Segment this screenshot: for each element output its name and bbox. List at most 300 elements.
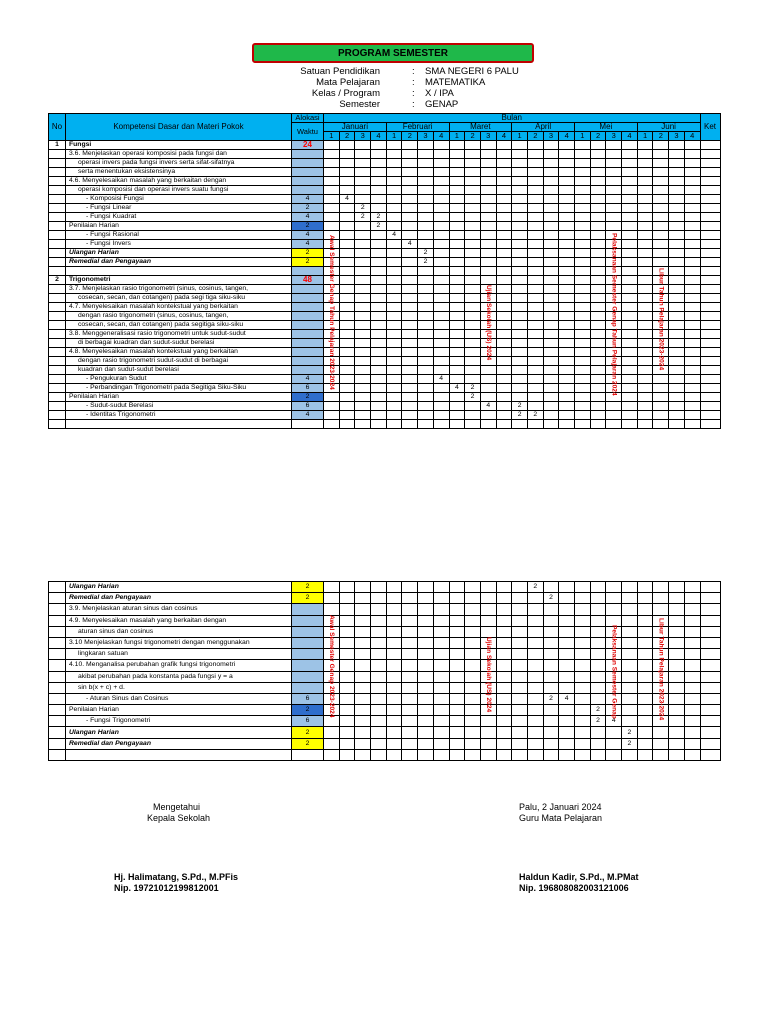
week-cell	[669, 168, 685, 177]
week-cell	[496, 231, 512, 240]
competency-text: - Aturan Sinus dan Cosinus	[66, 693, 292, 704]
week-cell	[575, 294, 591, 303]
week-cell	[355, 375, 371, 384]
week-cell	[402, 177, 418, 186]
week-cell	[559, 186, 575, 195]
ket-cell	[700, 393, 720, 402]
time-allocation	[292, 660, 324, 671]
week-cell	[653, 213, 669, 222]
week-cell	[433, 267, 449, 276]
table-row	[49, 682, 721, 693]
week-cell	[669, 738, 685, 749]
week-cell	[559, 168, 575, 177]
week-cell	[433, 626, 449, 637]
week-cell	[653, 420, 669, 429]
header-allocation-2: Waktu	[292, 123, 324, 141]
week-cell	[669, 357, 685, 366]
week-cell	[559, 348, 575, 357]
week-cell	[543, 682, 559, 693]
week-cell	[449, 267, 465, 276]
time-allocation: 2	[292, 738, 324, 749]
week-cell	[355, 716, 371, 727]
acknowledge-label: Mengetahui	[153, 802, 201, 812]
week-cell	[590, 177, 606, 186]
week-cell	[386, 159, 402, 168]
week-cell	[590, 321, 606, 330]
week-cell	[590, 671, 606, 682]
week-cell	[543, 141, 559, 150]
week-cell	[590, 727, 606, 738]
info-value: GENAP	[425, 99, 459, 110]
week-cell	[402, 303, 418, 312]
week-cell	[637, 660, 653, 671]
week-cell	[496, 393, 512, 402]
week-cell	[590, 186, 606, 195]
week-cell	[684, 682, 700, 693]
week-cell	[339, 294, 355, 303]
week-cell	[684, 671, 700, 682]
week-cell	[449, 705, 465, 716]
week-cell	[355, 348, 371, 357]
table-row	[49, 626, 721, 637]
week-cell	[371, 593, 387, 604]
week-cell	[527, 150, 543, 159]
week-cell	[386, 294, 402, 303]
week-cell	[669, 321, 685, 330]
week-cell	[465, 593, 481, 604]
week-cell	[418, 177, 434, 186]
week-cell	[575, 285, 591, 294]
week-cell	[496, 321, 512, 330]
row-number	[49, 330, 66, 339]
week-cell	[684, 303, 700, 312]
week-cell	[575, 357, 591, 366]
header-row	[49, 114, 721, 123]
week-cell	[371, 749, 387, 760]
week-cell	[684, 213, 700, 222]
week-cell	[575, 168, 591, 177]
week-cell	[371, 393, 387, 402]
table-row	[49, 204, 721, 213]
ket-cell	[700, 693, 720, 704]
competency-text: cosecan, secan, dan cotangen) pada segi tiga siku-siku	[66, 294, 292, 303]
competency-text: - Pengukuran Sudut	[66, 375, 292, 384]
week-cell	[386, 222, 402, 231]
week-cell	[339, 582, 355, 593]
week-cell	[512, 204, 528, 213]
week-cell	[371, 411, 387, 420]
week-cell	[339, 240, 355, 249]
header-allocation-1: Alokasi	[292, 114, 324, 123]
week-cell	[653, 204, 669, 213]
week-cell: 4	[606, 716, 622, 727]
row-number	[49, 671, 66, 682]
week-cell	[496, 705, 512, 716]
week-cell	[622, 240, 638, 249]
week-cell	[449, 312, 465, 321]
week-cell	[684, 285, 700, 294]
week-cell	[575, 348, 591, 357]
week-cell	[543, 159, 559, 168]
week-cell: 2	[371, 213, 387, 222]
week-cell	[355, 582, 371, 593]
week-cell	[669, 195, 685, 204]
week-cell	[527, 240, 543, 249]
week-cell	[355, 411, 371, 420]
week-cell	[496, 267, 512, 276]
week-cell	[496, 177, 512, 186]
week-cell	[637, 402, 653, 411]
week-cell	[433, 705, 449, 716]
ket-cell	[700, 411, 720, 420]
week-cell	[543, 303, 559, 312]
table-row	[49, 168, 721, 177]
week-cell	[575, 222, 591, 231]
week-cell	[355, 339, 371, 348]
week-cell	[339, 249, 355, 258]
week-cell	[371, 649, 387, 660]
week-cell	[339, 393, 355, 402]
week-cell	[669, 330, 685, 339]
week-cell	[543, 384, 559, 393]
header-week: 1	[512, 132, 528, 141]
week-cell	[684, 159, 700, 168]
week-cell	[371, 321, 387, 330]
week-cell: 4	[433, 375, 449, 384]
week-cell	[480, 738, 496, 749]
table-row	[49, 258, 721, 267]
week-cell: 2	[465, 384, 481, 393]
week-cell	[590, 240, 606, 249]
table-row	[49, 330, 721, 339]
week-cell	[527, 727, 543, 738]
table-row	[49, 593, 721, 604]
week-cell	[669, 366, 685, 375]
vertical-note: Awal Semester Genap Tahun Pelajaran 2023-2024	[328, 235, 335, 390]
week-cell	[590, 393, 606, 402]
ket-cell	[700, 231, 720, 240]
week-cell	[402, 285, 418, 294]
week-cell	[590, 231, 606, 240]
week-cell	[324, 204, 340, 213]
week-cell	[590, 384, 606, 393]
time-allocation: 2	[292, 582, 324, 593]
week-cell	[386, 285, 402, 294]
week-cell	[355, 240, 371, 249]
week-cell	[480, 177, 496, 186]
row-number	[49, 649, 66, 660]
week-cell	[433, 186, 449, 195]
table-row	[49, 366, 721, 375]
week-cell	[527, 693, 543, 704]
week-cell	[559, 222, 575, 231]
week-cell	[339, 159, 355, 168]
week-cell	[669, 249, 685, 258]
ket-cell	[700, 705, 720, 716]
week-cell	[496, 402, 512, 411]
row-number	[49, 366, 66, 375]
week-cell	[465, 671, 481, 682]
ket-cell	[700, 738, 720, 749]
time-allocation: 6	[292, 402, 324, 411]
time-allocation: 6	[292, 384, 324, 393]
week-cell	[512, 749, 528, 760]
week-cell	[371, 159, 387, 168]
week-cell	[543, 615, 559, 626]
week-cell	[433, 615, 449, 626]
week-cell	[496, 186, 512, 195]
week-cell	[371, 626, 387, 637]
week-cell	[637, 141, 653, 150]
week-cell	[684, 339, 700, 348]
week-cell	[496, 649, 512, 660]
week-cell	[637, 393, 653, 402]
week-cell	[590, 195, 606, 204]
week-cell	[465, 276, 481, 285]
week-cell	[402, 411, 418, 420]
week-cell	[386, 749, 402, 760]
week-cell	[637, 375, 653, 384]
competency-text: Penilaian Harian	[66, 705, 292, 716]
week-cell	[590, 267, 606, 276]
week-cell	[465, 159, 481, 168]
week-cell	[527, 402, 543, 411]
week-cell	[590, 276, 606, 285]
row-number	[49, 637, 66, 648]
week-cell	[465, 312, 481, 321]
week-cell	[512, 330, 528, 339]
week-cell	[637, 330, 653, 339]
week-cell	[684, 738, 700, 749]
week-cell	[559, 384, 575, 393]
week-cell	[575, 339, 591, 348]
row-number	[49, 716, 66, 727]
week-cell	[512, 626, 528, 637]
week-cell	[433, 682, 449, 693]
week-cell	[622, 420, 638, 429]
ket-cell	[700, 249, 720, 258]
week-cell	[606, 150, 622, 159]
week-cell	[622, 294, 638, 303]
time-allocation: 2	[292, 258, 324, 267]
week-cell	[496, 716, 512, 727]
week-cell: 4	[339, 195, 355, 204]
week-cell	[527, 615, 543, 626]
week-cell	[402, 231, 418, 240]
week-cell	[622, 593, 638, 604]
week-cell	[386, 249, 402, 258]
competency-text: Penilaian Harian	[66, 222, 292, 231]
competency-text: - Sudut-sudut Berelasi	[66, 402, 292, 411]
week-cell	[559, 660, 575, 671]
table-row	[49, 604, 721, 615]
ket-cell	[700, 321, 720, 330]
week-cell	[512, 682, 528, 693]
week-cell	[559, 366, 575, 375]
week-cell	[575, 411, 591, 420]
week-cell	[669, 240, 685, 249]
table-row	[49, 231, 721, 240]
week-cell	[496, 693, 512, 704]
week-cell: 2	[527, 411, 543, 420]
week-cell	[418, 321, 434, 330]
week-cell	[496, 749, 512, 760]
week-cell	[606, 195, 622, 204]
week-cell	[575, 213, 591, 222]
table-row	[49, 186, 721, 195]
header-competency: Kompetensi Dasar dan Materi Pokok	[66, 114, 292, 141]
week-cell	[386, 312, 402, 321]
week-cell	[386, 195, 402, 204]
week-cell	[669, 649, 685, 660]
week-cell	[371, 339, 387, 348]
week-cell	[543, 375, 559, 384]
time-allocation: 2	[292, 204, 324, 213]
week-cell	[386, 357, 402, 366]
week-cell	[402, 593, 418, 604]
time-allocation: 2	[292, 705, 324, 716]
week-cell	[386, 582, 402, 593]
week-cell	[606, 186, 622, 195]
week-cell	[433, 593, 449, 604]
week-cell	[575, 749, 591, 760]
table-row	[49, 141, 721, 150]
week-cell: 4	[402, 240, 418, 249]
week-cell	[433, 249, 449, 258]
time-allocation	[292, 303, 324, 312]
week-cell	[496, 682, 512, 693]
week-cell	[669, 393, 685, 402]
week-cell	[465, 339, 481, 348]
week-cell	[386, 716, 402, 727]
week-cell	[622, 637, 638, 648]
week-cell	[512, 285, 528, 294]
table-row	[49, 348, 721, 357]
week-cell	[575, 716, 591, 727]
week-cell	[637, 420, 653, 429]
week-cell	[606, 168, 622, 177]
week-cell	[324, 186, 340, 195]
week-cell	[669, 411, 685, 420]
week-cell	[465, 186, 481, 195]
week-cell	[449, 420, 465, 429]
week-cell	[449, 195, 465, 204]
week-cell	[684, 749, 700, 760]
table-row	[49, 339, 721, 348]
week-cell	[418, 375, 434, 384]
competency-text: - Identitas Trigonometri	[66, 411, 292, 420]
week-cell	[402, 186, 418, 195]
week-cell	[669, 141, 685, 150]
week-cell	[371, 240, 387, 249]
week-cell	[575, 231, 591, 240]
info-value: MATEMATIKA	[425, 77, 486, 88]
table-row	[49, 716, 721, 727]
week-cell	[339, 671, 355, 682]
week-cell	[512, 276, 528, 285]
week-cell	[386, 420, 402, 429]
week-cell	[402, 671, 418, 682]
table-row	[49, 294, 721, 303]
week-cell	[543, 276, 559, 285]
week-cell	[543, 195, 559, 204]
week-cell	[339, 285, 355, 294]
week-cell	[496, 276, 512, 285]
table-row	[49, 671, 721, 682]
week-cell	[418, 626, 434, 637]
week-cell	[669, 231, 685, 240]
week-cell	[575, 267, 591, 276]
week-cell	[371, 330, 387, 339]
week-cell	[684, 177, 700, 186]
week-cell	[684, 204, 700, 213]
table-row	[49, 249, 721, 258]
row-number	[49, 420, 66, 429]
week-cell	[339, 705, 355, 716]
week-cell	[684, 637, 700, 648]
week-cell	[559, 411, 575, 420]
week-cell	[575, 660, 591, 671]
week-cell	[527, 366, 543, 375]
week-cell	[449, 727, 465, 738]
week-cell	[418, 402, 434, 411]
ket-cell	[700, 593, 720, 604]
week-cell	[684, 321, 700, 330]
week-cell	[637, 177, 653, 186]
week-cell	[465, 582, 481, 593]
competency-text: - Fungsi Trigonometri	[66, 716, 292, 727]
week-cell	[559, 267, 575, 276]
vertical-note: Ujian Sekolah (US) 2024	[485, 285, 492, 361]
time-allocation: 48	[292, 276, 324, 285]
week-cell	[386, 348, 402, 357]
ket-cell	[700, 267, 720, 276]
week-cell	[339, 258, 355, 267]
table-row	[49, 649, 721, 660]
competency-text: 4.6. Menyelesaikan masalah yang berkaitan dengan	[66, 177, 292, 186]
week-cell	[684, 348, 700, 357]
week-cell	[543, 240, 559, 249]
week-cell	[512, 738, 528, 749]
week-cell	[371, 705, 387, 716]
week-cell	[449, 649, 465, 660]
week-cell	[418, 420, 434, 429]
competency-text: - Fungsi Kuadrat	[66, 213, 292, 222]
week-cell	[575, 626, 591, 637]
week-cell	[669, 637, 685, 648]
week-cell	[402, 749, 418, 760]
week-cell	[449, 411, 465, 420]
week-cell	[684, 693, 700, 704]
week-cell	[402, 267, 418, 276]
table-row	[49, 267, 721, 276]
week-cell	[543, 649, 559, 660]
week-cell	[590, 626, 606, 637]
week-cell	[449, 294, 465, 303]
week-cell: 2	[465, 393, 481, 402]
table-row	[49, 177, 721, 186]
week-cell	[355, 593, 371, 604]
week-cell	[371, 357, 387, 366]
competency-text: 4.7. Menyelesaikan masalah kontekstual yang berkaitan	[66, 303, 292, 312]
week-cell	[512, 303, 528, 312]
week-cell	[449, 339, 465, 348]
week-cell	[496, 312, 512, 321]
competency-text: Remedial dan Pengayaan	[66, 258, 292, 267]
row-number	[49, 660, 66, 671]
week-cell	[418, 294, 434, 303]
week-cell	[622, 213, 638, 222]
